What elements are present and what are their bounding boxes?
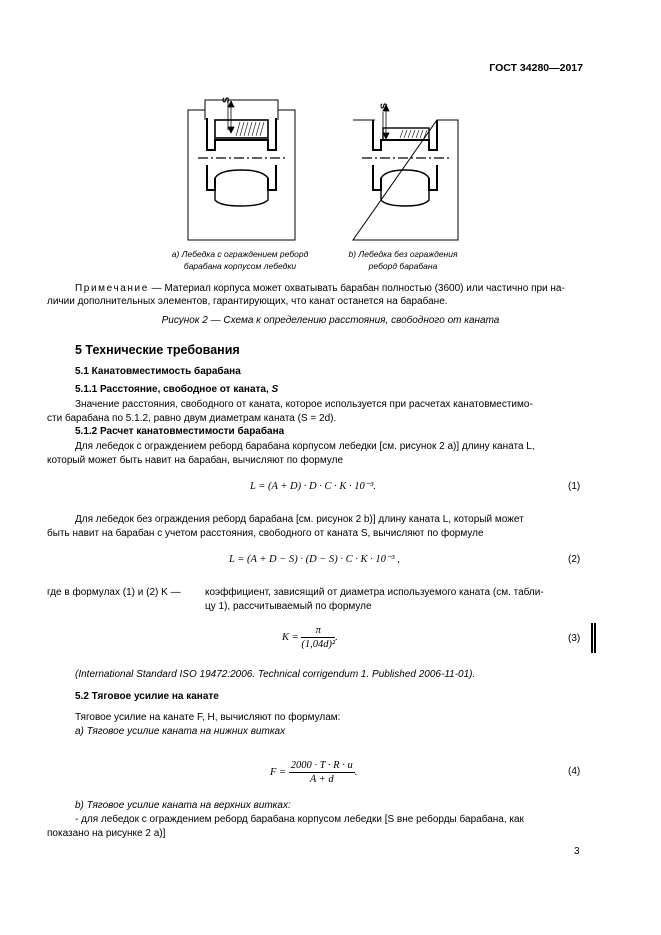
section-5-title: 5 Технические требования	[75, 343, 240, 357]
s52-item-b: b) Тяговое усилие каната на верхних витках:	[75, 800, 291, 811]
figure-a-caption-line1: a) Лебедка с ограждением реборд	[171, 249, 309, 259]
formula-3-tail: .	[335, 631, 338, 643]
section-5-1-2-title: 5.1.2 Расчет канатовместимости барабана	[75, 426, 285, 437]
figure-b-s-label: S	[379, 102, 389, 109]
s52-item-a: a) Тяговое усилие каната на нижних витках	[75, 726, 286, 737]
figure-a-arrows	[228, 101, 234, 133]
figure-a-drawing	[188, 100, 295, 240]
figure-b-caption-line2: реборд барабана	[368, 261, 438, 271]
formula-4-fraction	[289, 760, 355, 785]
figure-b-caption	[338, 248, 468, 272]
change-bar-left	[591, 623, 593, 653]
iso-reference: (International Standard ISO 19472:2006. Technical corrigendum 1. Published 2006-11-01).	[75, 669, 476, 680]
figure-2-diagram	[0, 82, 661, 272]
p2-line1: Для лебедок без ограждения реборд барабана [см. рисунок 2 b)] длину каната L, который может	[75, 514, 524, 525]
s511-line2: сти барабана по 5.1.2, равно двум диаметрам каната (S = 2d).	[47, 413, 337, 424]
formula-2-number: (2)	[568, 554, 581, 565]
figure-b-arrows	[383, 105, 389, 139]
change-bar-right	[594, 623, 596, 653]
formula-3-denominator: (1,04d)²	[301, 639, 336, 650]
s52-b-line2: показано на рисунке 2 a)]	[47, 828, 166, 839]
note-line2: личии дополнительных элементов, гарантирующих, что канат останется на барабане.	[47, 296, 448, 307]
figure-b-drawing	[353, 112, 458, 240]
formula-3-fraction	[301, 625, 335, 650]
section-5-1-1-title-var: S	[271, 384, 279, 395]
formula-4-tail: .	[354, 766, 358, 778]
note-line1	[75, 282, 585, 296]
figure-b-caption-line1: b) Лебедка без ограждения	[348, 249, 458, 259]
formula-3-number: (3)	[568, 633, 581, 644]
formula-4-lhs: F =	[270, 766, 287, 778]
where-line2: цу 1), рассчитываемый по формуле	[205, 601, 372, 612]
note-label: Примечание	[75, 283, 149, 294]
where-line1: коэффициент, зависящий от диаметра используемого каната (см. табли-	[205, 587, 544, 598]
formula-4-denominator: A + d	[309, 774, 334, 785]
formula-3-lhs: K =	[282, 631, 299, 643]
figure-a-caption-line2: барабана корпусом лебедки	[183, 261, 297, 271]
figure-caption: Рисунок 2 — Схема к определению расстояния, свободного от каната	[161, 315, 500, 326]
formula-4-number: (4)	[568, 766, 581, 777]
formula-1-number: (1)	[568, 481, 581, 492]
formula-3	[282, 625, 338, 650]
figure-b-rope-hatch	[400, 130, 427, 138]
figure-a-rope-hatch	[236, 122, 264, 136]
s512-line1: Для лебедок с ограждением реборд барабана корпусом лебедки [см. рисунок 2 a)] длину каната L,	[75, 441, 535, 452]
note-block	[75, 282, 585, 296]
note-text1: — Материал корпуса может охватывать барабан полностью (3600) или частично при на-	[148, 283, 565, 294]
s52-b-line1: - для лебедок с ограждением реборд барабана корпусом лебедки [S вне реборды барабана, как	[75, 814, 524, 825]
section-5-2-title: 5.2 Тяговое усилие на канате	[75, 691, 219, 702]
page-number: 3	[574, 846, 580, 857]
document-id: ГОСТ 34280—2017	[489, 62, 583, 74]
section-5-1-1-title	[75, 384, 278, 395]
figure-a-s-label: S	[221, 96, 231, 103]
s511-line1: Значение расстояния, свободного от каната, которое используется при расчетах канатовместимо-	[75, 399, 533, 410]
formula-1: L = (A + D) · D · C · K · 10⁻³.	[250, 481, 377, 492]
formula-4	[270, 760, 357, 785]
figure-a-caption	[165, 248, 315, 272]
where-left: где в формулах (1) и (2) K —	[47, 587, 181, 598]
s52-line1: Тяговое усилие на канате F, Н, вычисляют по формулам:	[75, 712, 341, 723]
formula-3-numerator: π	[301, 625, 335, 638]
formula-4-numerator: 2000 · T · R · u	[290, 760, 353, 771]
p2-line2: быть навит на барабан с учетом расстояния, свободного от каната S, вычисляют по формуле	[47, 528, 484, 539]
section-5-1-title: 5.1 Канатовместимость барабана	[75, 366, 241, 377]
s512-line2: который может быть навит на барабан, вычисляют по формуле	[47, 455, 344, 466]
section-5-1-1-title-text: 5.1.1 Расстояние, свободное от каната,	[75, 384, 272, 395]
formula-2: L = (A + D − S) · (D − S) · C · K · 10⁻³ ,	[229, 554, 400, 565]
